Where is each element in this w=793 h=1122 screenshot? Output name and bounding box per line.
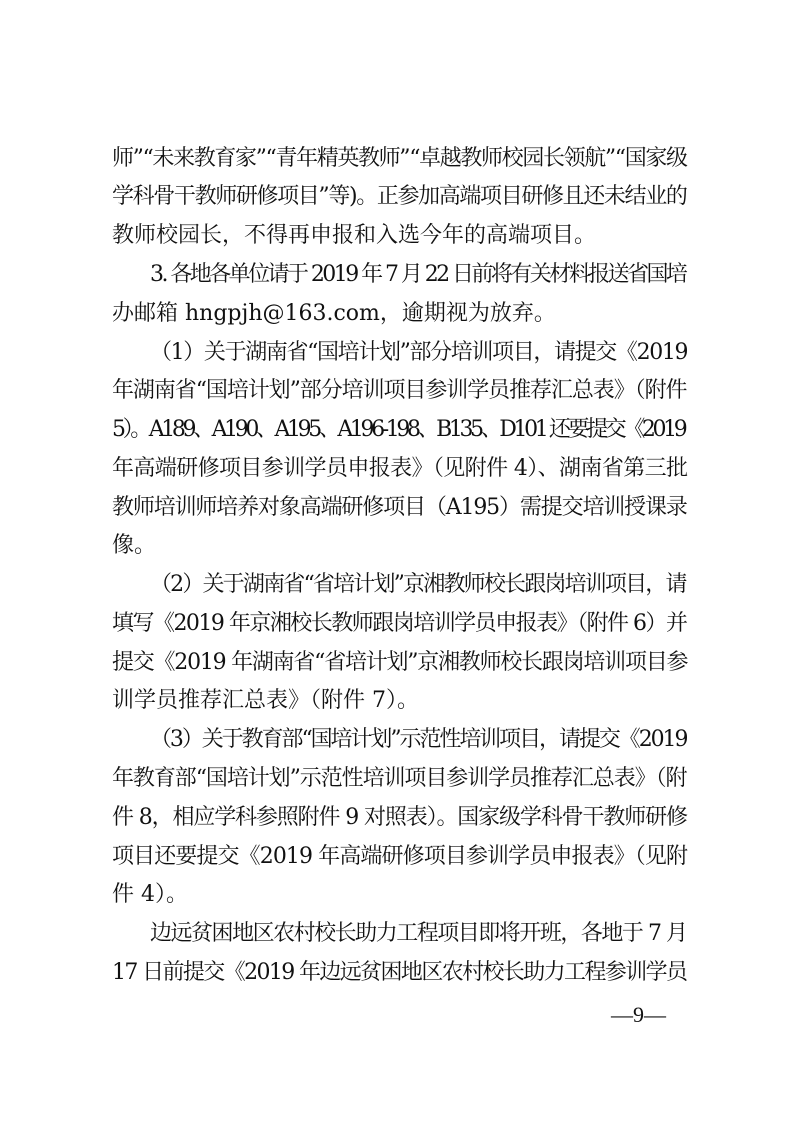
text-line: 学科骨干教师研修项目”等)。正参加高端项目研修且还未结业的 [112,184,687,209]
text-line: 边远贫困地区农村校长助力工程项目即将开班，各地于 7 月 [150,921,687,946]
text-line: 教师校园长，不得再申报和入选今年的高端项目。 [112,223,597,248]
text-line: （2）关于湖南省“省培计划”京湘教师校长跟岗培训项目，请 [150,572,686,597]
text-line: 17 日前提交《2019 年边远贫困地区农村校长助力工程参训学员 [112,960,687,985]
text-line: 3. 各地各单位请于 2019 年 7 月 22 日前将有关材料报送省国培 [150,262,686,287]
text-line: 件 4）。 [112,882,188,907]
text-line: 教师培训师培养对象高端研修项目（A195）需提交培训授课录 [112,495,687,520]
text-line: 师”“未来教育家”“青年精英教师”“卓越教师校园长领航”“国家级 [112,146,687,171]
text-line: 5）。A189、A190、A195、A196-198、B135、D101 还要提交《2019 [112,417,685,442]
text-line: 年高端研修项目参训学员申报表》（见附件 4）、湖南省第三批 [112,456,688,481]
text-line: 像。 [112,533,157,558]
text-line: 填写《2019 年京湘校长教师跟岗培训学员申报表》（附件 6）并 [112,611,687,636]
page-number: —9— [611,1002,666,1027]
text-line: 项目还要提交《2019 年高端研修项目参训学员申报表》（见附 [112,844,688,869]
text-line: 办邮箱 hngpjh@163.com，逾期视为放弃。 [112,301,556,326]
text-line: 年教育部“国培计划”示范性培训项目参训学员推荐汇总表》（附 [112,766,687,791]
text-line: 年湖南省“国培计划”部分培训项目参训学员推荐汇总表》（附件 [112,378,687,403]
text-line: （3）关于教育部“国培计划”示范性培训项目，请提交《2019 [150,727,687,752]
text-line: （1）关于湖南省“国培计划”部分培训项目，请提交《2019 [150,340,688,365]
text-line: 训学员推荐汇总表》（附件 7）。 [112,688,419,713]
text-line: 提交《2019 年湖南省“省培计划”京湘教师校长跟岗培训项目参 [112,650,688,675]
text-line: 件 8，相应学科参照附件 9 对照表）。国家级学科骨干教师研修 [112,805,687,830]
